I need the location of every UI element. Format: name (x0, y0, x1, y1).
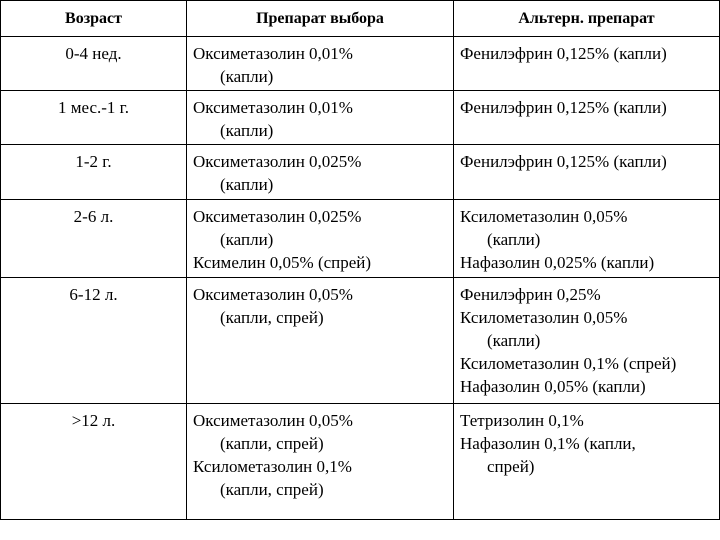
main-drug-cell (187, 91, 454, 145)
main-drug-cell (187, 37, 454, 91)
table-row (1, 145, 720, 200)
main-drug-cell (187, 145, 454, 200)
drug-name: Фенилэфрин 0,25% (460, 285, 601, 304)
drug-name: Тетризолин 0,1% (460, 411, 584, 430)
age-cell: 1 мес.-1 г. (1, 91, 187, 145)
drug-form: спрей) (487, 457, 535, 476)
drug-form: (капли) (220, 175, 274, 194)
alt-drug-cell (454, 145, 720, 200)
header-alt-drug: Альтерн. препарат (454, 1, 720, 37)
drug-name: Оксиметазолин 0,05% (193, 411, 353, 430)
drug-form: (капли) (220, 230, 274, 249)
age-cell: >12 л. (1, 404, 187, 520)
drug-name: Нафазолин 0,1% (капли, (460, 434, 636, 453)
alt-drug-cell (454, 200, 720, 278)
alt-drug-cell (454, 278, 720, 404)
main-drug-cell (187, 200, 454, 278)
drug-form: (капли) (487, 230, 541, 249)
alt-drug-cell (454, 404, 720, 520)
drug-name: Ксилометазолин 0,1% (193, 457, 352, 476)
drug-name: Оксиметазолин 0,05% (193, 285, 353, 304)
table-row (1, 37, 720, 91)
drug-name: Фенилэфрин 0,125% (капли) (460, 152, 667, 171)
drug-name: Нафазолин 0,025% (капли) (460, 253, 655, 272)
drug-name: Ксимелин 0,05% (спрей) (193, 253, 372, 272)
drug-form: (капли, спрей) (220, 308, 324, 327)
header-row (1, 1, 720, 37)
drug-name: Ксилометазолин 0,1% (спрей) (460, 354, 677, 373)
drug-name: Оксиметазолин 0,01% (193, 98, 353, 117)
drug-name: Фенилэфрин 0,125% (капли) (460, 44, 667, 63)
drug-form: (капли, спрей) (220, 434, 324, 453)
drug-form: (капли) (487, 331, 541, 350)
header-age: Возраст (1, 1, 187, 37)
table-row (1, 200, 720, 278)
drug-name: Ксилометазолин 0,05% (460, 308, 628, 327)
age-cell: 0-4 нед. (1, 37, 187, 91)
drug-name: Оксиметазолин 0,025% (193, 207, 362, 226)
alt-drug-cell (454, 37, 720, 91)
drug-form: (капли) (220, 67, 274, 86)
drug-name: Ксилометазолин 0,05% (460, 207, 628, 226)
age-cell: 1-2 г. (1, 145, 187, 200)
main-drug-cell (187, 404, 454, 520)
drug-name: Фенилэфрин 0,125% (капли) (460, 98, 667, 117)
drug-name: Оксиметазолин 0,025% (193, 152, 362, 171)
table-row (1, 404, 720, 520)
age-cell: 6-12 л. (1, 278, 187, 404)
table-row (1, 278, 720, 404)
drug-name: Оксиметазолин 0,01% (193, 44, 353, 63)
drug-form: (капли) (220, 121, 274, 140)
drug-name: Нафазолин 0,05% (капли) (460, 377, 646, 396)
main-drug-cell (187, 278, 454, 404)
drug-form: (капли, спрей) (220, 480, 324, 499)
header-main-drug: Препарат выбора (187, 1, 454, 37)
table-row (1, 91, 720, 145)
age-cell: 2-6 л. (1, 200, 187, 278)
alt-drug-cell (454, 91, 720, 145)
